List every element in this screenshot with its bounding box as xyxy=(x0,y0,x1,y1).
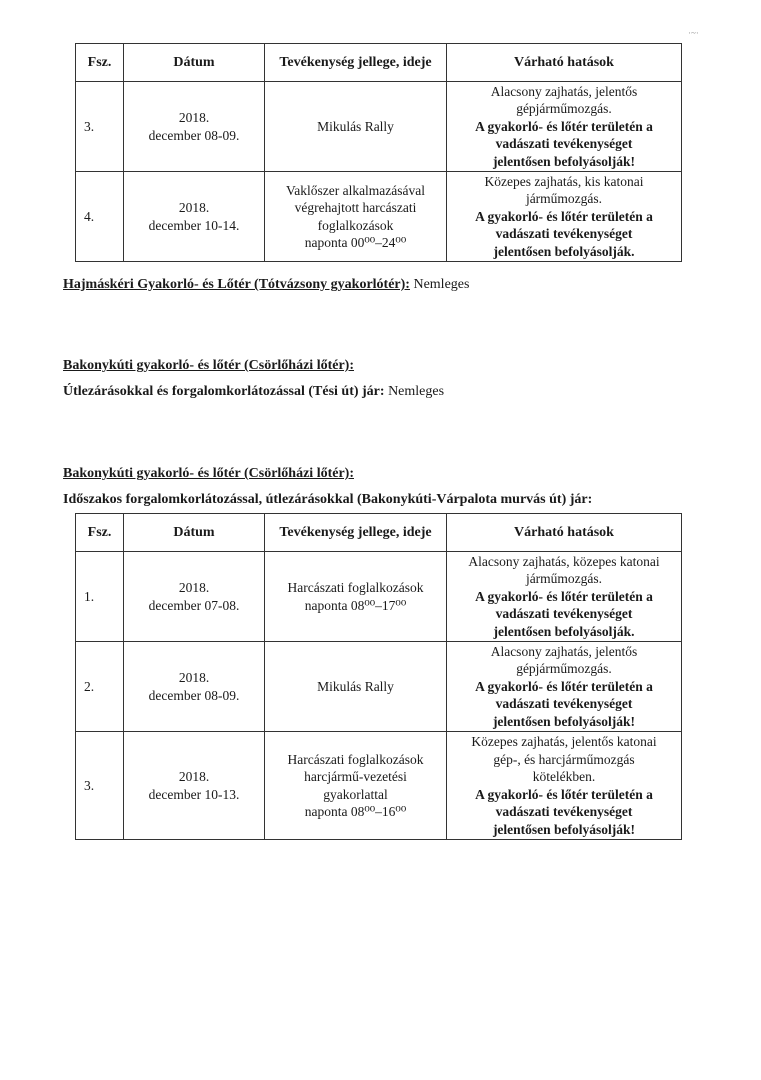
effect-warning-line: A gyakorló- és lőtér területén a xyxy=(475,118,653,134)
date-days: december 10-14. xyxy=(148,217,240,233)
date-year: 2018. xyxy=(178,670,210,685)
row-number: 2. xyxy=(76,642,124,732)
header-hatasok: Várható hatások xyxy=(447,44,682,82)
effect-warning-line: vadászati tevékenységet xyxy=(495,696,633,712)
effect-warning-line: jelentősen befolyásolják. xyxy=(493,243,635,259)
effect-line: Közepes zajhatás, kis katonai xyxy=(484,173,644,189)
activity-line: foglalkozások xyxy=(317,217,394,233)
section-subheading: Útlezárásokkal és forgalomkorlátozással (Tési út) jár: xyxy=(63,384,385,399)
row-date xyxy=(124,732,265,840)
effect-line: Közepes zajhatás, jelentős katonai xyxy=(471,734,657,749)
effect-line: gép-, és harcjárműmozgás xyxy=(493,751,635,767)
row-effects xyxy=(447,732,682,840)
effect-warning-line: jelentősen befolyásolják! xyxy=(492,713,636,729)
section-heading: Bakonykúti gyakorló- és lőtér (Csörlőházi lőtér): xyxy=(63,358,354,373)
section-value: Nemleges xyxy=(413,277,470,292)
row-date xyxy=(124,642,265,732)
table-row xyxy=(76,172,682,262)
header-tevekenyseg: Tevékenység jellege, ideje xyxy=(265,514,447,552)
date-days: december 08-09. xyxy=(148,127,240,143)
effect-warning-line: jelentősen befolyásolják! xyxy=(492,153,636,169)
effect-warning-line: A gyakorló- és lőtér területén a xyxy=(475,588,653,604)
date-year: 2018. xyxy=(178,580,210,595)
section-value: Nemleges xyxy=(388,384,445,399)
effect-warning-line: vadászati tevékenységet xyxy=(495,804,633,819)
row-number: 3. xyxy=(76,82,124,172)
section-bakony-1-heading xyxy=(63,358,354,374)
date-days: december 10-13. xyxy=(148,786,240,802)
row-number: 1. xyxy=(76,552,124,642)
section-heading: Hajmáskéri Gyakorló- és Lőtér (Tótvázsony gyakorlótér): xyxy=(63,277,410,292)
activity-line: Harcászati foglalkozások xyxy=(287,751,424,767)
date-year: 2018. xyxy=(178,200,210,215)
activity-line: naponta 00⁰⁰–24⁰⁰ xyxy=(304,235,407,250)
effect-warning-line: jelentősen befolyásolják. xyxy=(493,623,635,639)
row-date xyxy=(124,82,265,172)
header-fsz: Fsz. xyxy=(76,44,124,82)
section-heading: Bakonykúti gyakorló- és lőtér (Csörlőházi lőtér): xyxy=(63,466,354,481)
effect-warning-line: vadászati tevékenységet xyxy=(495,606,633,622)
table-row xyxy=(76,642,682,732)
effect-warning-line: A gyakorló- és lőtér területén a xyxy=(475,786,653,802)
table-header-row xyxy=(76,514,682,552)
effect-line: gépjárműmozgás. xyxy=(516,661,612,677)
row-effects xyxy=(447,552,682,642)
row-activity xyxy=(265,732,447,840)
table-row xyxy=(76,732,682,840)
header-datum: Dátum xyxy=(124,514,265,552)
date-year: 2018. xyxy=(178,110,210,125)
activity-line: Harcászati foglalkozások xyxy=(287,580,424,595)
row-date xyxy=(124,552,265,642)
effect-line: Alacsony zajhatás, jelentős xyxy=(490,83,638,99)
effect-warning-line: vadászati tevékenységet xyxy=(495,136,633,152)
row-date xyxy=(124,172,265,262)
schedule-table-2 xyxy=(75,513,682,840)
activity-line: gyakorlattal xyxy=(323,786,388,802)
activity-line: harcjármű-vezetési xyxy=(304,769,407,784)
effect-warning-line: A gyakorló- és lőtér területén a xyxy=(475,208,653,224)
row-number: 3. xyxy=(76,732,124,840)
effect-warning-line: vadászati tevékenységet xyxy=(495,226,633,242)
header-datum: Dátum xyxy=(124,44,265,82)
activity-line: Mikulás Rally xyxy=(317,118,394,134)
date-year: 2018. xyxy=(178,769,210,784)
date-days: december 08-09. xyxy=(148,687,240,703)
section-bakony-2-heading xyxy=(63,466,354,482)
scan-artifact-icon: ·~· xyxy=(688,28,699,38)
activity-line: naponta 08⁰⁰–17⁰⁰ xyxy=(304,597,407,613)
row-activity xyxy=(265,552,447,642)
header-hatasok: Várható hatások xyxy=(447,514,682,552)
activity-line: naponta 08⁰⁰–16⁰⁰ xyxy=(304,804,407,819)
effect-line: Alacsony zajhatás, jelentős xyxy=(490,643,638,659)
effect-line: Alacsony zajhatás, közepes katonai xyxy=(468,553,660,569)
effect-warning-line: jelentősen befolyásolják! xyxy=(492,821,636,837)
activity-line: Vaklőszer alkalmazásával xyxy=(285,182,426,198)
date-days: december 07-08. xyxy=(148,597,240,613)
header-tevekenyseg: Tevékenység jellege, ideje xyxy=(265,44,447,82)
effect-line: gépjárműmozgás. xyxy=(516,101,612,117)
row-number: 4. xyxy=(76,172,124,262)
activity-line: végrehajtott harcászati xyxy=(294,200,417,215)
schedule-table-1 xyxy=(75,43,682,262)
effect-warning-line: A gyakorló- és lőtér területén a xyxy=(475,678,653,694)
effect-line: járműmozgás. xyxy=(525,191,603,207)
row-effects xyxy=(447,82,682,172)
section-bakony-1-sub xyxy=(63,384,444,400)
effect-line: kötelékben. xyxy=(532,769,596,784)
section-subheading: Időszakos forgalomkorlátozással, útlezárásokkal (Bakonykúti-Várpalota murvás út) jár: xyxy=(63,492,593,507)
table-header-row xyxy=(76,44,682,82)
row-activity xyxy=(265,642,447,732)
effect-line: járműmozgás. xyxy=(525,571,603,587)
section-bakony-2-sub xyxy=(63,492,592,508)
row-activity xyxy=(265,172,447,262)
header-fsz: Fsz. xyxy=(76,514,124,552)
activity-line: Mikulás Rally xyxy=(317,678,394,694)
row-effects xyxy=(447,642,682,732)
table-row xyxy=(76,82,682,172)
section-hajmasker xyxy=(63,277,469,293)
table-row xyxy=(76,552,682,642)
row-activity xyxy=(265,82,447,172)
row-effects xyxy=(447,172,682,262)
